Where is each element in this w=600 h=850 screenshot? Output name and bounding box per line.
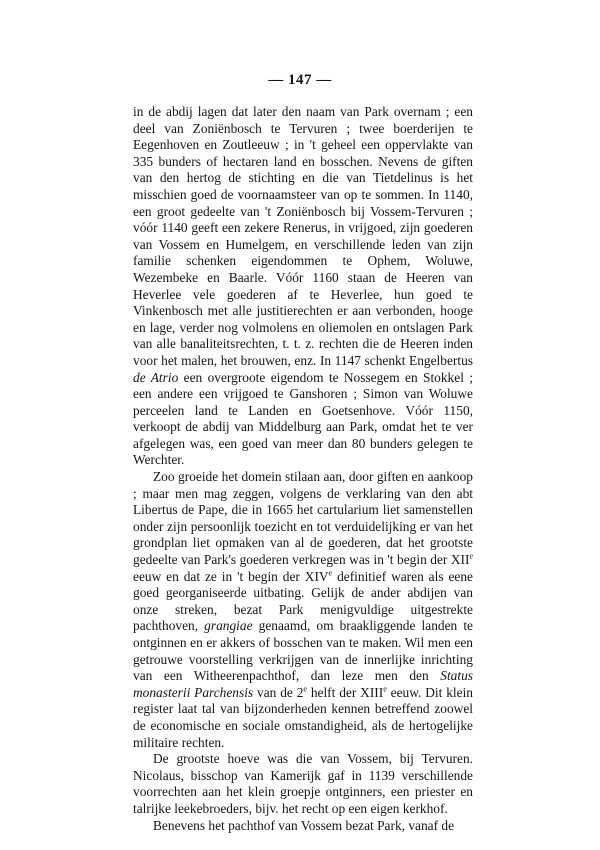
page-number: — 147 — xyxy=(268,72,332,88)
superscript: e xyxy=(328,568,333,578)
italic-phrase: grangiae xyxy=(204,618,253,634)
text-run: eeuw en dat ze in 't begin der XIV xyxy=(133,568,329,584)
body-text xyxy=(133,104,473,834)
superscript: e xyxy=(469,551,473,561)
text-run: definitief waren als eene goed georganiseerde uitbating. Gelijk de ander abdijen van onze streken, bezat Park menigvuldige uitgestrekte pachthoven, xyxy=(133,568,473,634)
text-run: in de abdij lagen dat later den naam van Park overnam ; een deel van Zoniënbosch te Tervuren ; twee boerderijen te Eegenhoven en Zoutleeuw ; in 't geheel een oppervlakte van 335 bunders of hectaren land en bosschen. Nevens de giften van den hertog de stichting en die van Tietdelinus is het misschien goed de voornaamsteer van op te sommen. In 1140, een groot gedeelte van 't Zoniënbosch bij Vossem-Tervuren ; vóór 1140 geeft een zekere Renerus, in vrijgoed, zijn goederen van Vossem en Humelgem, en verschillende leden van zijn familie schenken eigendommen te Ophem, Woluwe, Wezembeke en Baarle. Vóór 1160 staan de Heeren van Heverlee vele goederen af te Heverlee, hun goed te Vinkenbosch met alle justitierechten er aan verbonden, hooge en lage, verder nog volmolens en oliemolen en ontslagen Park van alle banaliteitsrechten, t. t. z. rechten die de Heeren inden voor het malen, het brouwen, enz. In 1147 schenkt Engelbertus xyxy=(133,104,473,368)
paragraph-2 xyxy=(133,469,473,751)
superscript: e xyxy=(303,684,307,694)
text-run: genaamd, om braakliggende landen te ontginnen en er akkers of bosschen van te maken. Wil men een getrouwe voorstelling verkrijgen van de innerlijke inrichting van een Witheerenpachthof, dan leze men den xyxy=(133,618,473,684)
text-run: een overgroote eigendom te Nossegem en Stokkel ; een andere een vrijgoed te Ganshoren ; Simon van Woluwe perceelen land te Landen en Goetsenhove. Vóór 1150, verkoopt de abdij van Middelburg aan Park, omdat het te ver afgelegen was, een goed van meer dan 80 bunders gelegen te Werchter. xyxy=(133,369,473,468)
text-run: eeuw. Dit klein register laat tal van bijzonderheden kennen betreffend zoowel de economische en sociale omstandigheid, als de hertogelijke militaire rechten. xyxy=(133,684,473,750)
text-run: helft der XIII xyxy=(310,684,384,700)
paragraph-4: Benevens het pachthof van Vossem bezat Park, vanaf de xyxy=(153,817,455,833)
text-run: van de 2 xyxy=(257,684,304,700)
italic-phrase: de Atrio xyxy=(133,369,179,385)
italic-phrase: Status monasterii Parchensis xyxy=(133,668,473,700)
superscript: e xyxy=(383,684,387,694)
text-run: Zoo groeide het domein stilaan aan, door giften en aankoop ; maar men mag zeggen, volgens de verklaring van den abt Libertus de Pape, die in 1665 het cartularium liet samenstellen onder zijn persoonlijk toezicht en tot verduidelijking er van het grondplan liet opmaken van al de goederen, dat het grootste gedeelte van Park's goederen verkregen was in 't begin der XII xyxy=(133,469,473,568)
paragraph-1 xyxy=(133,104,473,469)
paragraph-3: De grootste hoeve was die van Vossem, bij Tervuren. Nicolaus, bisschop van Kamerijk gaf in 1139 verschillende voorrechten aan het klein groepje ontginners, een priester en talrijke leekebroeders, bijv. het recht op een eigen kerkhof. xyxy=(133,751,473,816)
